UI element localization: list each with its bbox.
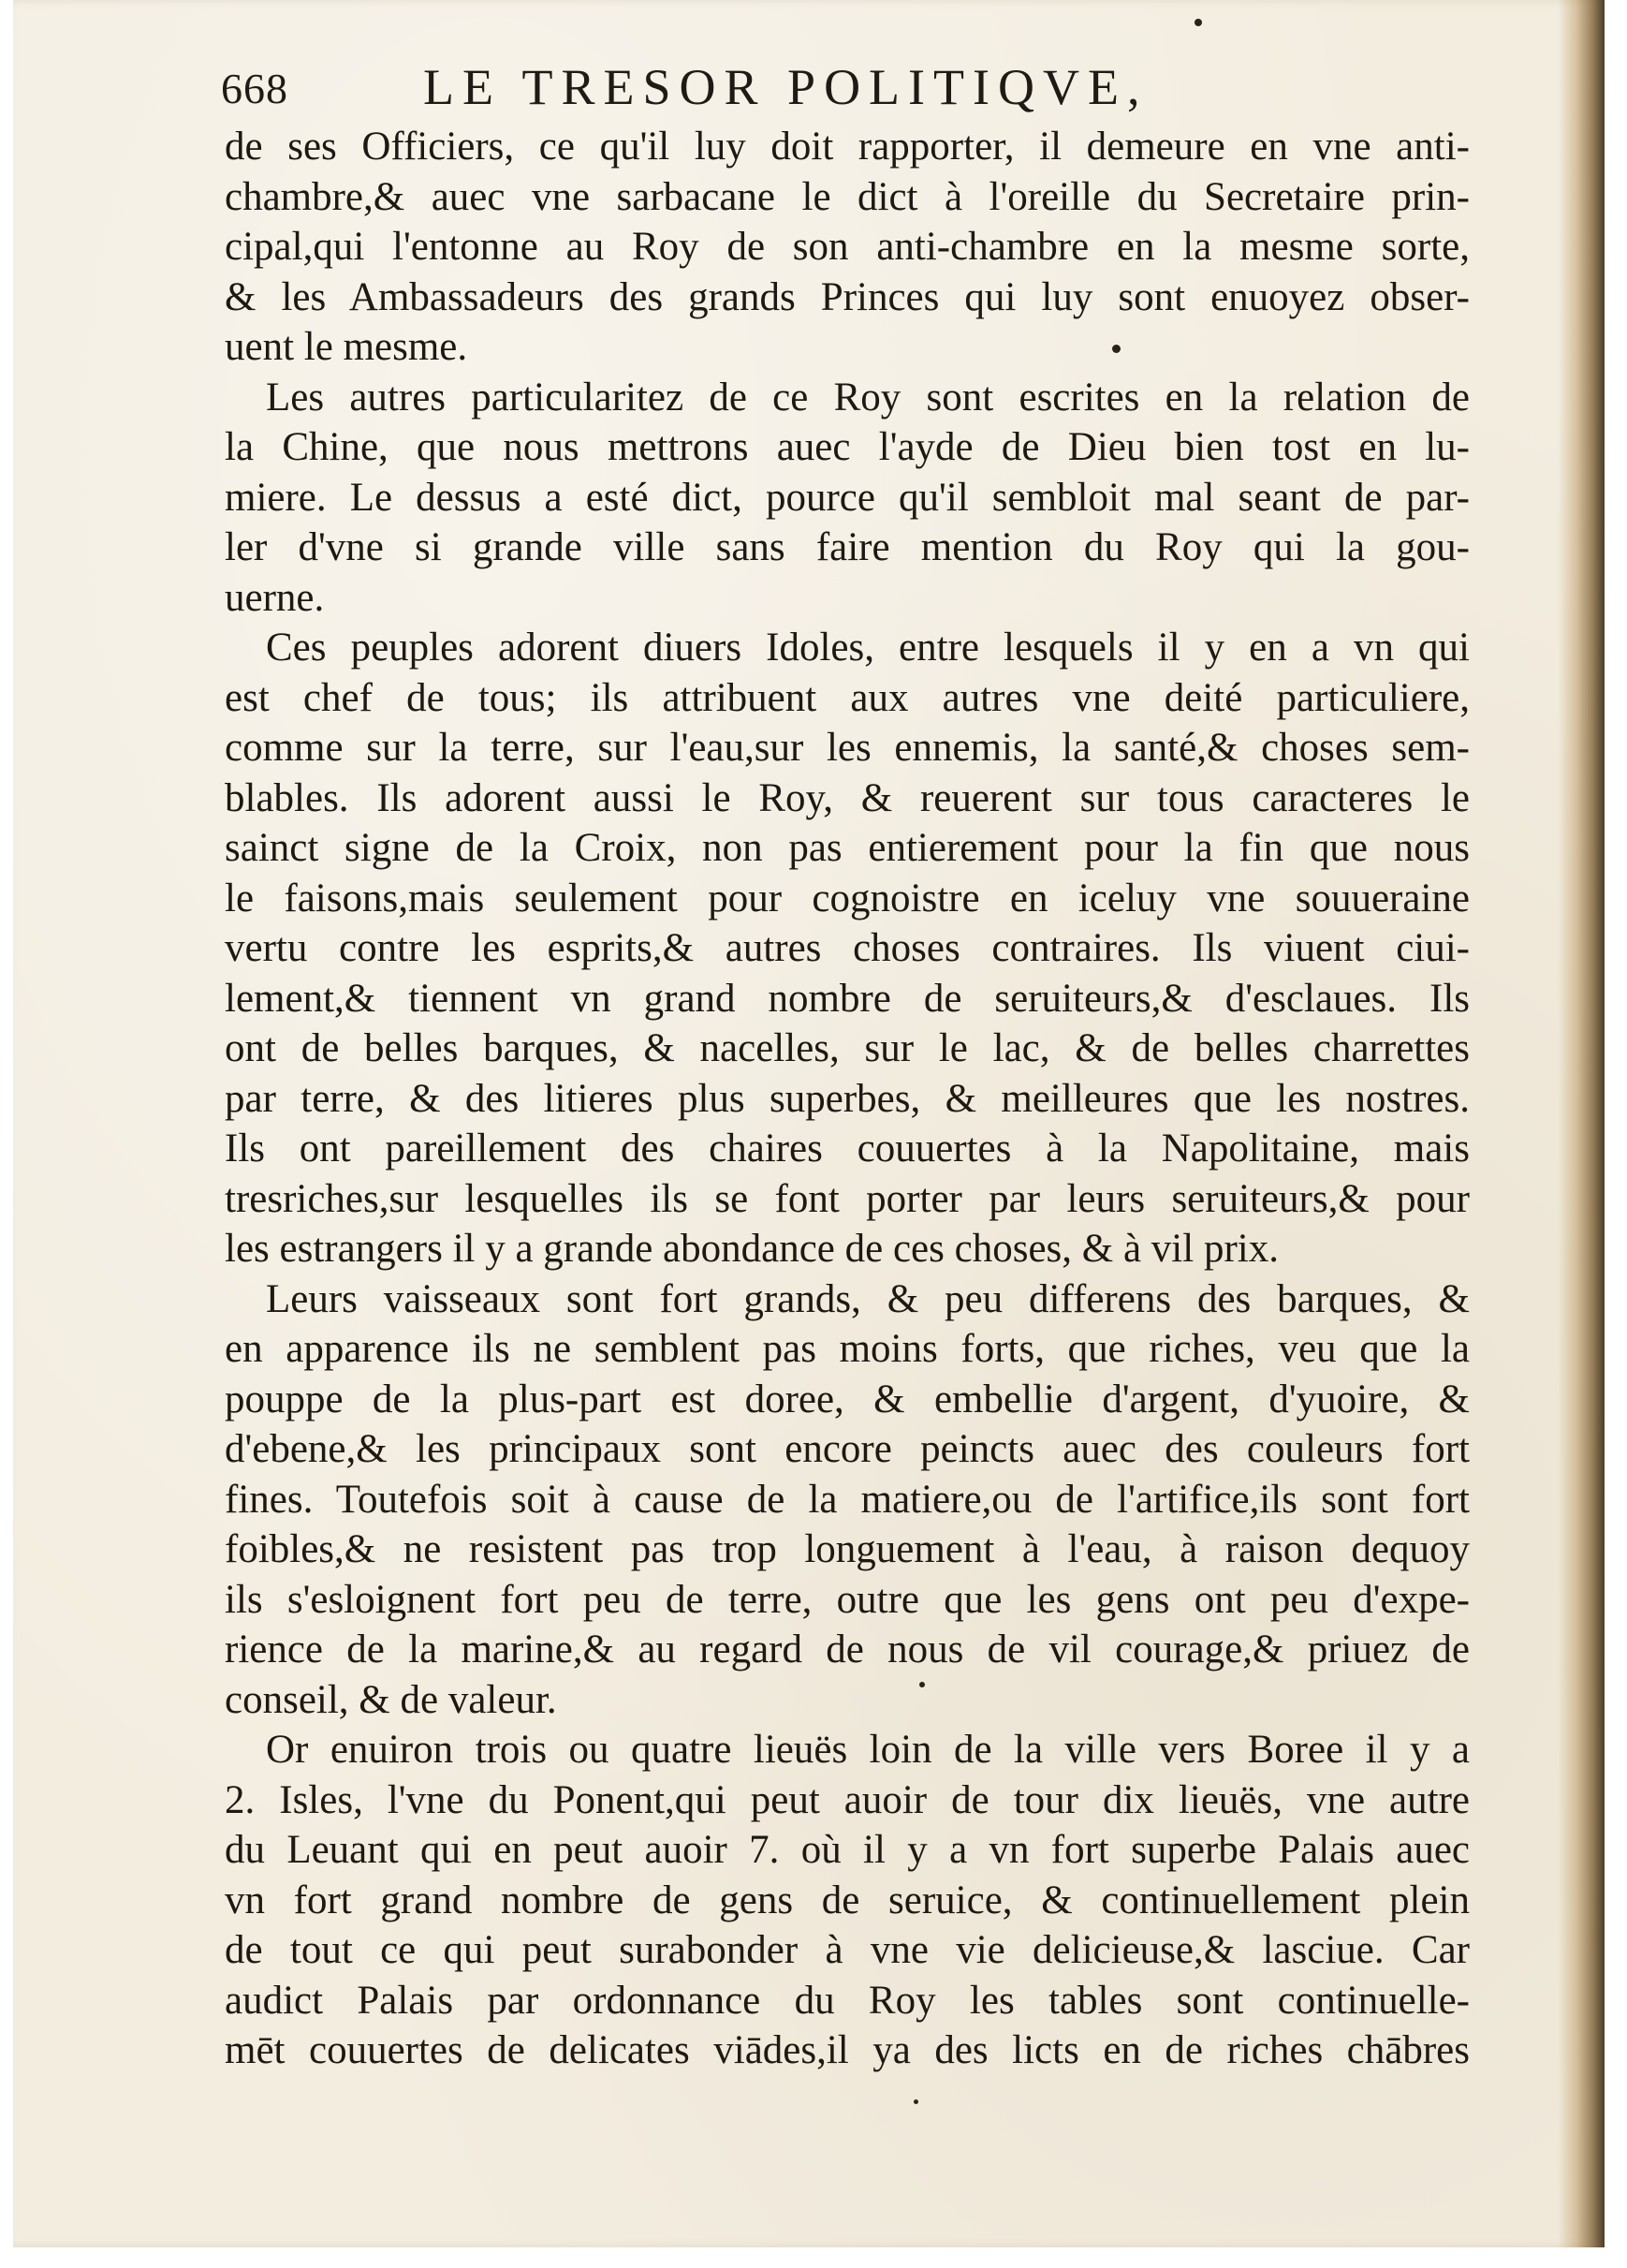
text-line: ler d'vne si grande ville sans faire mention du Roy qui la gou-	[225, 525, 1470, 569]
text-line: rience de la marine,& au regard de nous de vil courage,& priuez de	[225, 1627, 1470, 1672]
text-line: miere. Le dessus a esté dict, pource qu'il sembloit mal seant de par-	[225, 475, 1470, 520]
text-line: sainct signe de la Croix, non pas entierement pour la fin que nous	[225, 826, 1470, 870]
text-line: Ces peuples adorent diuers Idoles, entre lesquels il y en a vn qui	[266, 626, 1470, 670]
running-head	[221, 58, 1288, 124]
text-line: blables. Ils adorent aussi le Roy, & reuerent sur tous caracteres le	[225, 775, 1470, 820]
text-line: audict Palais par ordonnance du Roy les tables sont continuelle-	[225, 1978, 1470, 2023]
text-line: de ses Officiers, ce qu'il luy doit rapporter, il demeure en vne anti-	[225, 125, 1470, 169]
ink-speck	[1195, 19, 1202, 26]
running-title: LE TRESOR POLITIQVE,	[423, 59, 1149, 115]
text-line: de tout ce qui peut surabonder à vne vie delicieuse,& lasciue. Car	[225, 1928, 1470, 1972]
text-line: Or enuiron trois ou quatre lieuës loin de la ville vers Boree il y a	[266, 1728, 1470, 1772]
page-number: 668	[221, 65, 288, 112]
text-line: & les Ambassadeurs des grands Princes qui luy sont enuoyez obser-	[225, 274, 1470, 319]
text-line: d'ebene,& les principaux sont encore peincts auec des couleurs fort	[225, 1427, 1470, 1471]
text-line: Les autres particularitez de ce Roy sont escrites en la relation de	[266, 375, 1470, 420]
book-page	[13, 0, 1605, 2247]
text-line: uerne.	[225, 575, 325, 620]
text-line: vertu contre les esprits,& autres choses contraires. Ils viuent ciui-	[225, 926, 1470, 970]
text-line: du Leuant qui en peut auoir 7. où il y a vn fort superbe Palais auec	[225, 1828, 1470, 1872]
text-line: 2. Isles, l'vne du Ponent,qui peut auoir de tour dix lieuës, vne autre	[225, 1777, 1470, 1822]
text-line: chambre,& auec vne sarbacane le dict à l'oreille du Secretaire prin-	[225, 174, 1470, 219]
text-line: comme sur la terre, sur l'eau,sur les ennemis, la santé,& choses sem-	[225, 726, 1470, 770]
text-line: Ils ont pareillement des chaires couuertes à la Napolitaine, mais	[225, 1127, 1470, 1171]
text-line: foibles,& ne resistent pas trop longuement à l'eau, à raison dequoy	[225, 1527, 1470, 1571]
text-line: est chef de tous; ils attribuent aux autres vne deité particuliere,	[225, 675, 1470, 720]
text-line: cipal,qui l'entonne au Roy de son anti-chambre en la mesme sorte,	[225, 225, 1470, 269]
text-line: lement,& tiennent vn grand nombre de seruiteurs,& d'esclaues. Ils	[225, 976, 1470, 1021]
text-line: conseil, & de valeur.	[225, 1677, 557, 1722]
text-line: Leurs vaisseaux sont fort grands, & peu differens des barques, &	[266, 1276, 1470, 1321]
text-line: fines. Toutefois soit à cause de la matiere,ou de l'artifice,ils sont fort	[225, 1477, 1470, 1522]
page-edge-shadow	[1558, 0, 1605, 2247]
ink-speck	[919, 1682, 925, 1687]
text-line: les estrangers il y a grande abondance de ces choses, & à vil prix.	[225, 1227, 1279, 1271]
text-line: pouppe de la plus-part est doree, & embellie d'argent, d'yuoire, &	[225, 1377, 1470, 1421]
text-line: ils s'esloignent fort peu de terre, outre que les gens ont peu d'expe-	[225, 1577, 1470, 1622]
text-line: la Chine, que nous mettrons auec l'ayde de Dieu bien tost en lu-	[225, 425, 1470, 469]
text-line: mēt couuertes de delicates viādes,il ya des licts en de riches chābres	[225, 2028, 1470, 2072]
text-line: vn fort grand nombre de gens de seruice, & continuellement plein	[225, 1878, 1470, 1922]
text-line: ont de belles barques, & nacelles, sur le lac, & de belles charrettes	[225, 1026, 1470, 1070]
text-line: tresriches,sur lesquelles ils se font porter par leurs seruiteurs,& pour	[225, 1176, 1470, 1221]
text-line: le faisons,mais seulement pour cognoistre en iceluy vne souueraine	[225, 876, 1470, 920]
text-line: en apparence ils ne semblent pas moins forts, que riches, veu que la	[225, 1327, 1470, 1371]
body-text	[225, 122, 1470, 2076]
text-line: uent le mesme.	[225, 325, 468, 369]
ink-speck	[914, 2099, 918, 2104]
text-line: par terre, & des litieres plus superbes, & meilleures que les nostres.	[225, 1076, 1470, 1121]
ink-speck	[1112, 345, 1121, 353]
